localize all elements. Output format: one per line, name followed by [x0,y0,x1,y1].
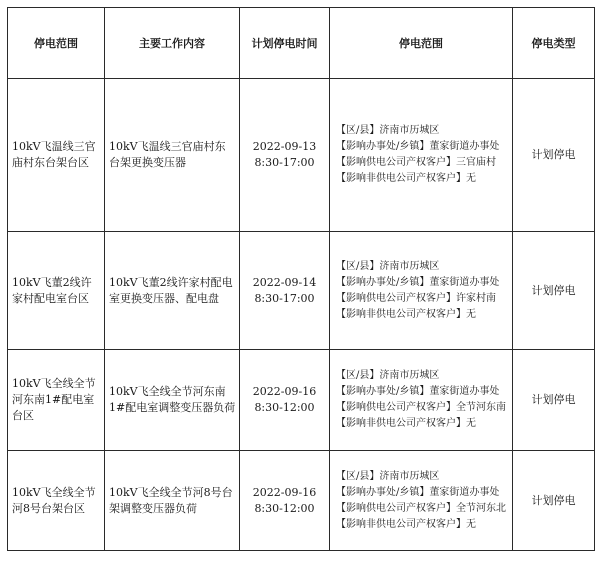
header-type: 停电类型 [513,8,595,79]
time-cell [240,232,330,350]
time-cell [240,350,330,451]
work-cell: 10kV飞温线三官庙村东台架更换变压器 [105,79,240,232]
area-district: 【区/县】济南市历城区 [336,470,440,482]
area-other-customers: 【影响非供电公司产权客户】无 [336,418,476,429]
outage-date: 2022-09-14 [252,275,317,289]
area-cell [330,451,513,551]
area-other-customers: 【影响非供电公司产权客户】无 [336,308,476,320]
scope-cell: 10kV飞全线全节河东南1#配电室台区 [8,350,105,451]
table-row [8,232,595,350]
area-cell [330,79,513,232]
area-district: 【区/县】济南市历城区 [336,125,440,136]
outage-date: 2022-09-16 [252,485,317,499]
header-work: 主要工作内容 [105,8,240,79]
time-cell [240,451,330,551]
table-row [8,350,595,451]
area-utility-customers: 【影响供电公司产权客户】全节河东南 [336,402,506,413]
type-cell: 计划停电 [513,232,595,350]
area-district: 【区/县】济南市历城区 [336,370,440,381]
area-town: 【影响办事处/乡镇】董家街道办事处 [336,486,500,498]
type-cell: 计划停电 [513,79,595,232]
work-cell: 10kV飞全线全节河东南1#配电室调整变压器负荷 [105,350,240,451]
type-cell: 计划停电 [513,350,595,451]
header-row [8,8,595,79]
outage-date: 2022-09-16 [252,385,317,398]
scope-cell: 10kV飞董2线许家村配电室台区 [8,232,105,350]
area-utility-customers: 【影响供电公司产权客户】全节河东北 [336,502,506,514]
table-row [8,79,595,232]
header-time: 计划停电时间 [240,8,330,79]
work-cell: 10kV飞全线全节河8号台架调整变压器负荷 [105,451,240,551]
area-town: 【影响办事处/乡镇】董家街道办事处 [336,141,500,152]
area-cell [330,232,513,350]
area-town: 【影响办事处/乡镇】董家街道办事处 [336,276,500,288]
work-cell: 10kV飞董2线许家村配电室更换变压器、配电盘 [105,232,240,350]
outage-hours: 8:30-12:00 [254,401,315,414]
outage-table [7,7,595,551]
scope-cell: 10kV飞温线三官庙村东台架台区 [8,79,105,232]
outage-hours: 8:30-12:00 [254,501,315,515]
outage-hours: 8:30-17:00 [254,156,315,169]
area-other-customers: 【影响非供电公司产权客户】无 [336,173,476,184]
time-cell [240,79,330,232]
area-cell [330,350,513,451]
area-district: 【区/县】济南市历城区 [336,260,440,272]
area-utility-customers: 【影响供电公司产权客户】许家村南 [336,292,496,304]
header-scope: 停电范围 [8,8,105,79]
outage-date: 2022-09-13 [252,140,317,153]
type-cell: 计划停电 [513,451,595,551]
outage-hours: 8:30-17:00 [254,291,315,305]
area-utility-customers: 【影响供电公司产权客户】三官庙村 [336,157,496,168]
area-other-customers: 【影响非供电公司产权客户】无 [336,518,476,530]
area-town: 【影响办事处/乡镇】董家街道办事处 [336,386,500,397]
table-row [8,451,595,551]
header-area: 停电范围 [330,8,513,79]
scope-cell: 10kV飞全线全节河8号台架台区 [8,451,105,551]
